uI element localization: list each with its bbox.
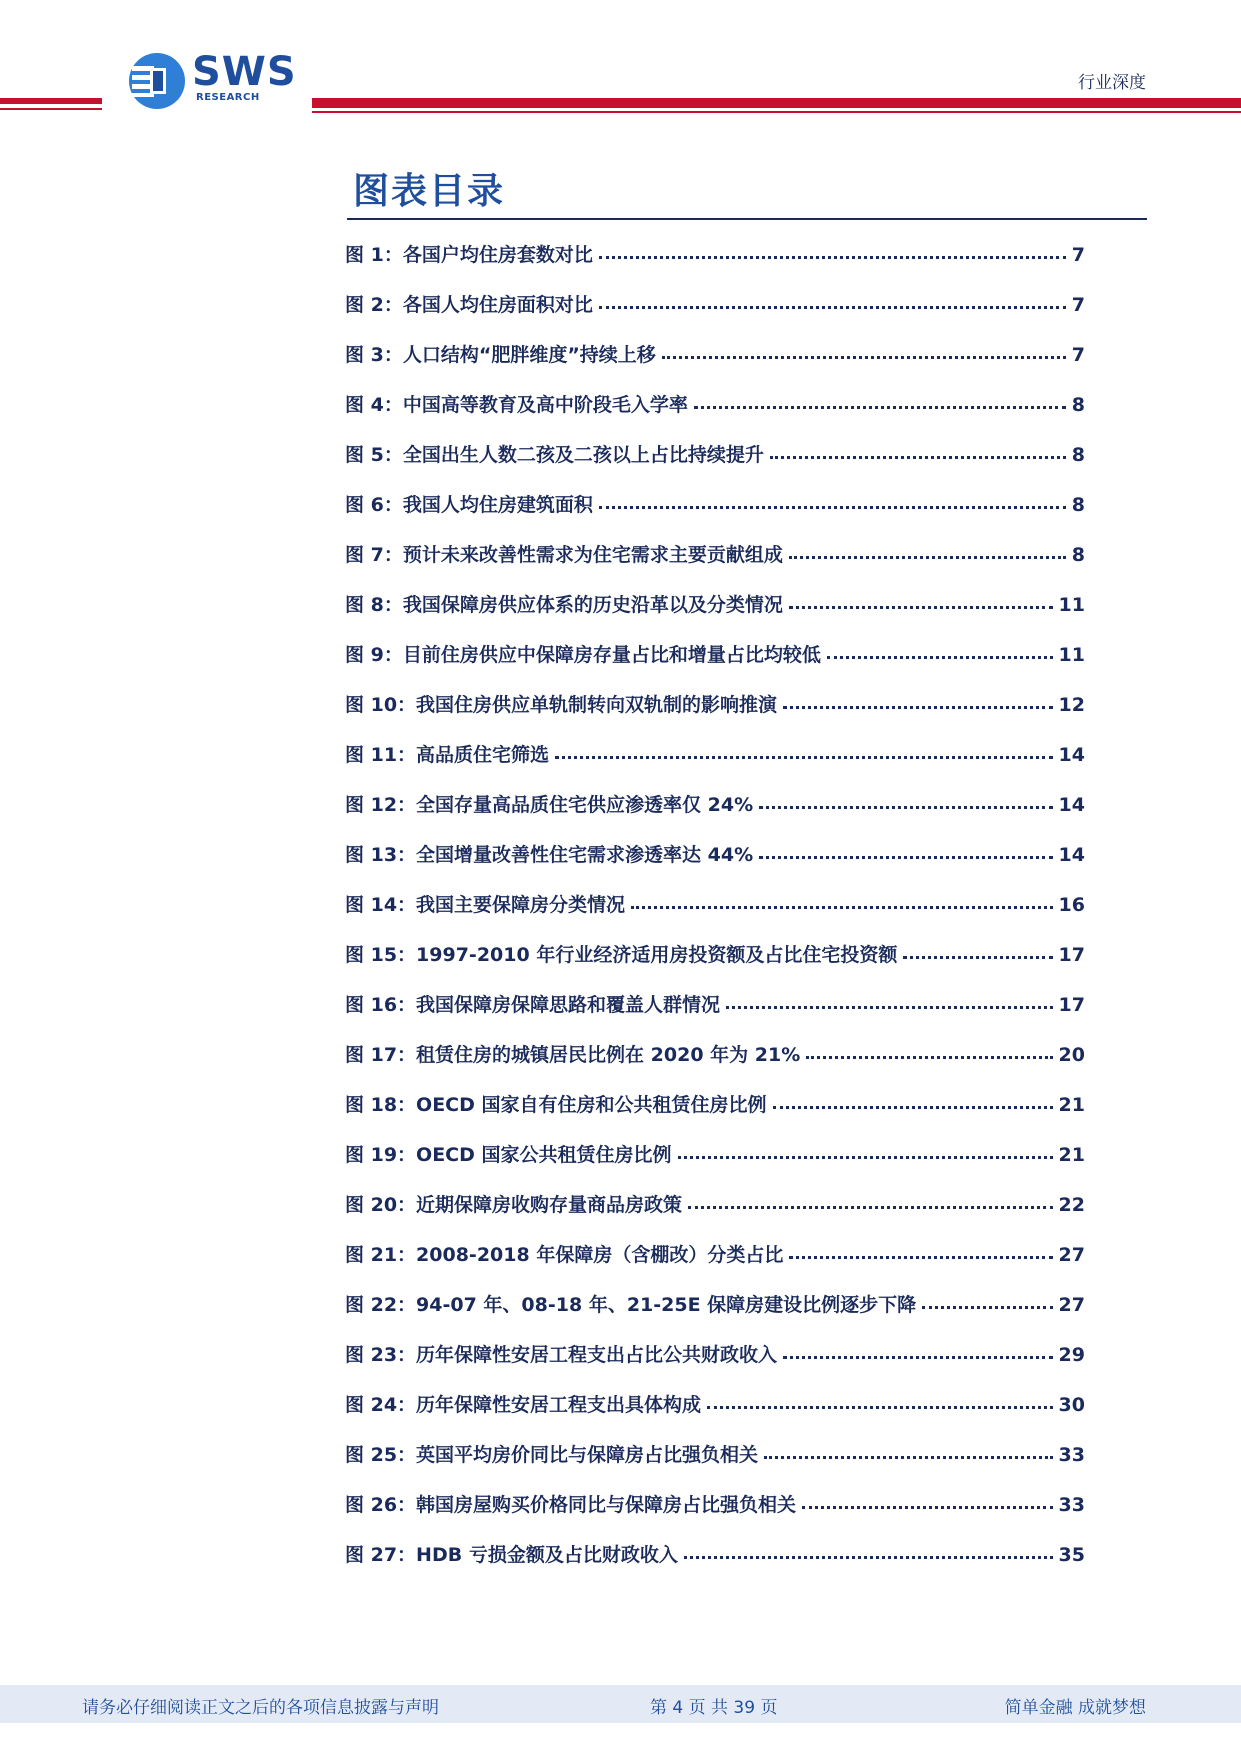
toc-entry-page: 7 bbox=[1071, 244, 1085, 266]
toc-entry-label: 图 20：近期保障房收购存量商品房政策 bbox=[345, 1194, 683, 1216]
toc-entry-label: 图 27：HDB 亏损金额及占比财政收入 bbox=[345, 1544, 678, 1566]
toc-entry-label: 图 14：我国主要保障房分类情况 bbox=[345, 894, 626, 916]
toc-entry[interactable] bbox=[345, 1240, 1085, 1270]
toc-entry-page: 30 bbox=[1058, 1394, 1085, 1416]
toc-leader bbox=[599, 506, 1066, 509]
toc-leader bbox=[789, 606, 1053, 609]
toc-leader bbox=[806, 1056, 1052, 1059]
toc-leader bbox=[555, 756, 1052, 759]
footer-disclaimer: 请务必仔细阅读正文之后的各项信息披露与声明 bbox=[82, 1698, 439, 1718]
toc-entry[interactable] bbox=[345, 940, 1085, 970]
toc-entry-page: 21 bbox=[1058, 1094, 1085, 1116]
toc-entry[interactable] bbox=[345, 1540, 1085, 1570]
toc-entry-label: 图 16：我国保障房保障思路和覆盖人群情况 bbox=[345, 994, 721, 1016]
header-rule-right-thin bbox=[312, 111, 1241, 113]
toc-entry-label: 图 18：OECD 国家自有住房和公共租赁住房比例 bbox=[345, 1094, 767, 1116]
toc-leader bbox=[599, 306, 1066, 309]
toc-entry[interactable] bbox=[345, 1290, 1085, 1320]
toc-entry[interactable] bbox=[345, 1490, 1085, 1520]
toc-entry[interactable] bbox=[345, 1090, 1085, 1120]
toc-leader bbox=[783, 706, 1052, 709]
toc-entry-page: 8 bbox=[1071, 544, 1085, 566]
toc-leader bbox=[678, 1156, 1053, 1159]
toc-leader bbox=[783, 1356, 1052, 1359]
toc-leader bbox=[802, 1506, 1052, 1509]
toc-entry-label: 图 15：1997-2010 年行业经济适用房投资额及占比住宅投资额 bbox=[345, 944, 898, 966]
toc-entry-label: 图 19：OECD 国家公共租赁住房比例 bbox=[345, 1144, 672, 1166]
toc-entry[interactable] bbox=[345, 440, 1085, 470]
toc-entry-page: 14 bbox=[1058, 744, 1085, 766]
toc-entry-label: 图 1：各国户均住房套数对比 bbox=[345, 244, 593, 266]
logo-text: SWS bbox=[192, 49, 297, 95]
toc-entry-label: 图 10：我国住房供应单轨制转向双轨制的影响推演 bbox=[345, 694, 778, 716]
toc-leader bbox=[662, 356, 1066, 359]
toc-entry[interactable] bbox=[345, 1190, 1085, 1220]
toc-entry-label: 图 2：各国人均住房面积对比 bbox=[345, 294, 593, 316]
toc-entry-page: 17 bbox=[1058, 994, 1085, 1016]
toc-entry-label: 图 25：英国平均房价同比与保障房占比强负相关 bbox=[345, 1444, 759, 1466]
toc-entry-page: 14 bbox=[1058, 794, 1085, 816]
toc-leader bbox=[759, 806, 1052, 809]
toc-leader bbox=[631, 906, 1052, 909]
toc-entry[interactable] bbox=[345, 240, 1085, 270]
toc-leader bbox=[684, 1556, 1053, 1559]
toc-entry-page: 7 bbox=[1071, 294, 1085, 316]
footer-page-info: 第 4 页 共 39 页 bbox=[650, 1698, 778, 1718]
toc-entry-label: 图 6：我国人均住房建筑面积 bbox=[345, 494, 593, 516]
toc-entry-page: 20 bbox=[1058, 1044, 1085, 1066]
toc-entry-page: 8 bbox=[1071, 444, 1085, 466]
toc-entry-page: 14 bbox=[1058, 844, 1085, 866]
toc-entry-page: 8 bbox=[1071, 394, 1085, 416]
toc-entry[interactable] bbox=[345, 490, 1085, 520]
toc-leader bbox=[764, 1456, 1052, 1459]
toc-entry-page: 22 bbox=[1058, 1194, 1085, 1216]
toc-leader bbox=[903, 956, 1052, 959]
toc-entry-label: 图 21：2008-2018 年保障房（含棚改）分类占比 bbox=[345, 1244, 784, 1266]
toc-entry-label: 图 13：全国增量改善性住宅需求渗透率达 44% bbox=[345, 844, 754, 866]
toc-entry-page: 12 bbox=[1058, 694, 1085, 716]
toc-entry[interactable] bbox=[345, 890, 1085, 920]
toc-entry[interactable] bbox=[345, 590, 1085, 620]
toc-entry-page: 35 bbox=[1058, 1544, 1085, 1566]
toc-entry-page: 33 bbox=[1058, 1494, 1085, 1516]
title-divider bbox=[347, 218, 1147, 220]
toc-leader bbox=[789, 1256, 1052, 1259]
toc-leader bbox=[773, 1106, 1053, 1109]
toc-leader bbox=[827, 656, 1053, 659]
toc-entry-label: 图 22：94-07 年、08-18 年、21-25E 保障房建设比例逐步下降 bbox=[345, 1294, 917, 1316]
toc-leader bbox=[789, 556, 1066, 559]
toc-entry-page: 17 bbox=[1058, 944, 1085, 966]
section-label: 行业深度 bbox=[1078, 73, 1146, 93]
toc-entry-page: 16 bbox=[1058, 894, 1085, 916]
toc-entry-label: 图 4：中国高等教育及高中阶段毛入学率 bbox=[345, 394, 688, 416]
toc-entry-label: 图 12：全国存量高品质住宅供应渗透率仅 24% bbox=[345, 794, 754, 816]
toc-entry[interactable] bbox=[345, 1140, 1085, 1170]
toc-entry-page: 11 bbox=[1058, 594, 1085, 616]
toc-entry-page: 11 bbox=[1058, 644, 1085, 666]
toc-entry-page: 27 bbox=[1058, 1244, 1085, 1266]
toc-entry-page: 21 bbox=[1058, 1144, 1085, 1166]
toc-entry[interactable] bbox=[345, 1440, 1085, 1470]
toc-entry[interactable] bbox=[345, 290, 1085, 320]
company-logo bbox=[128, 49, 297, 112]
toc-entry[interactable] bbox=[345, 340, 1085, 370]
toc-entry-label: 图 8：我国保障房供应体系的历史沿革以及分类情况 bbox=[345, 594, 783, 616]
header-rule-left-thin bbox=[0, 108, 102, 110]
toc-leader bbox=[759, 856, 1052, 859]
toc-entry-label: 图 26：韩国房屋购买价格同比与保障房占比强负相关 bbox=[345, 1494, 797, 1516]
sws-logo-icon bbox=[128, 52, 186, 110]
toc-entry-label: 图 23：历年保障性安居工程支出占比公共财政收入 bbox=[345, 1344, 778, 1366]
toc-entry-page: 27 bbox=[1058, 1294, 1085, 1316]
toc-entry[interactable] bbox=[345, 990, 1085, 1020]
toc-entry[interactable] bbox=[345, 690, 1085, 720]
toc-leader bbox=[707, 1406, 1052, 1409]
toc-leader bbox=[726, 1006, 1052, 1009]
toc-entry[interactable] bbox=[345, 640, 1085, 670]
toc-entry-label: 图 24：历年保障性安居工程支出具体构成 bbox=[345, 1394, 702, 1416]
toc-entry-page: 29 bbox=[1058, 1344, 1085, 1366]
toc-entry-label: 图 7：预计未来改善性需求为住宅需求主要贡献组成 bbox=[345, 544, 783, 566]
header-rule-left bbox=[0, 98, 102, 104]
toc-entry-label: 图 3：人口结构“肥胖维度”持续上移 bbox=[345, 344, 656, 366]
toc-leader bbox=[694, 406, 1066, 409]
toc-entry[interactable] bbox=[345, 1390, 1085, 1420]
toc-leader bbox=[599, 256, 1066, 259]
page-title: 图表目录 bbox=[353, 171, 506, 212]
footer-slogan: 简单金融 成就梦想 bbox=[1004, 1698, 1146, 1718]
toc-entry[interactable] bbox=[345, 1040, 1085, 1070]
toc-entry-page: 8 bbox=[1071, 494, 1085, 516]
header-rule-right bbox=[312, 98, 1241, 108]
toc-entry[interactable] bbox=[345, 790, 1085, 820]
toc-entry[interactable] bbox=[345, 540, 1085, 570]
toc-entry[interactable] bbox=[345, 390, 1085, 420]
toc-leader bbox=[770, 456, 1066, 459]
toc-entry-label: 图 17：租赁住房的城镇居民比例在 2020 年为 21% bbox=[345, 1044, 801, 1066]
toc-leader bbox=[688, 1206, 1052, 1209]
toc-entry[interactable] bbox=[345, 840, 1085, 870]
toc-entry-page: 7 bbox=[1071, 344, 1085, 366]
toc-entry[interactable] bbox=[345, 740, 1085, 770]
toc-leader bbox=[922, 1306, 1052, 1309]
toc-entry-label: 图 5：全国出生人数二孩及二孩以上占比持续提升 bbox=[345, 444, 764, 466]
toc-entry-page: 33 bbox=[1058, 1444, 1085, 1466]
toc-entry-label: 图 11：高品质住宅筛选 bbox=[345, 744, 550, 766]
toc-entry[interactable] bbox=[345, 1340, 1085, 1370]
toc-entry-label: 图 9：目前住房供应中保障房存量占比和增量占比均较低 bbox=[345, 644, 821, 666]
logo-subtext: RESEARCH bbox=[196, 92, 260, 103]
